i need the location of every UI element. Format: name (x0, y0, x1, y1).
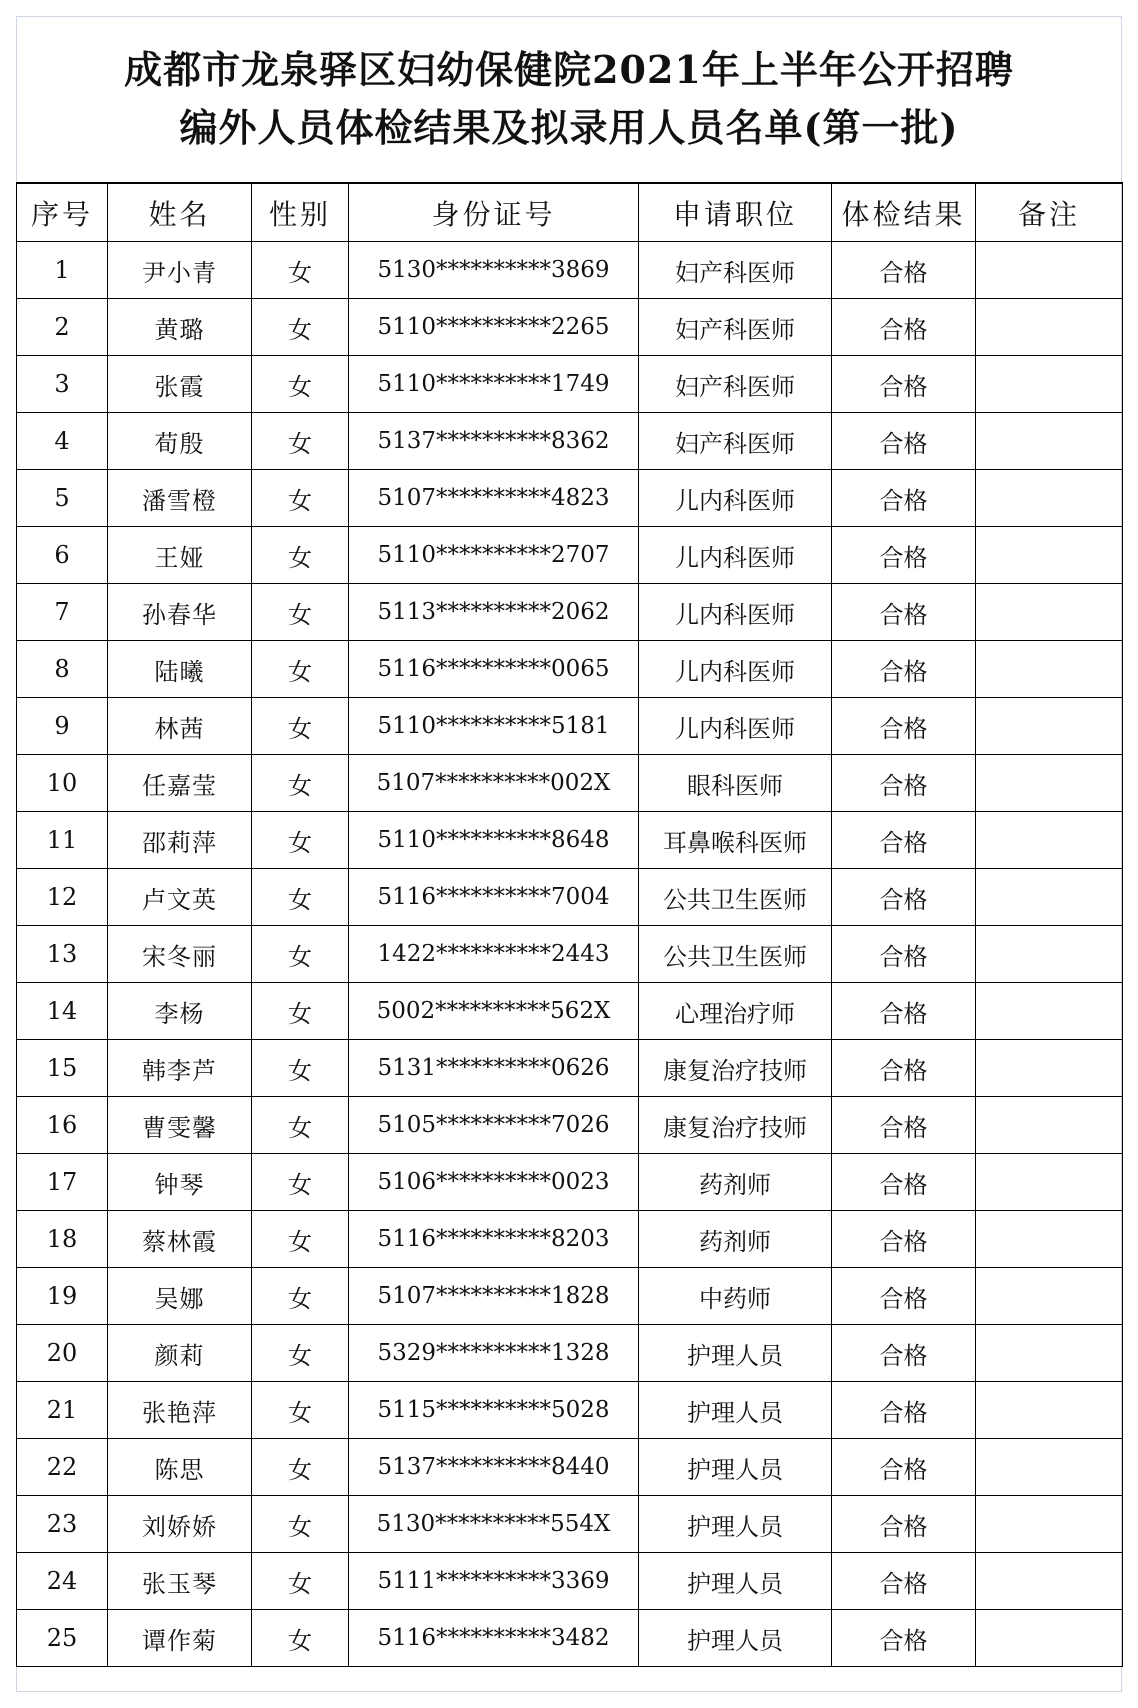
cell-gender: 女 (252, 356, 349, 413)
cell-position: 护理人员 (639, 1496, 832, 1553)
cell-remarks (976, 1382, 1123, 1439)
cell-exam-result: 合格 (832, 1040, 976, 1097)
cell-name: 林茜 (108, 698, 252, 755)
cell-exam-result: 合格 (832, 1553, 976, 1610)
table-row (17, 584, 1123, 641)
cell-index: 25 (17, 1610, 108, 1667)
cell-id-number: 5107**********002X (349, 755, 639, 812)
cell-exam-result: 合格 (832, 1610, 976, 1667)
cell-gender: 女 (252, 641, 349, 698)
cell-id-number: 5107**********4823 (349, 470, 639, 527)
cell-exam-result: 合格 (832, 584, 976, 641)
cell-exam-result: 合格 (832, 641, 976, 698)
table-row (17, 755, 1123, 812)
cell-remarks (976, 1211, 1123, 1268)
cell-gender: 女 (252, 242, 349, 299)
cell-remarks (976, 1097, 1123, 1154)
cell-position: 妇产科医师 (639, 356, 832, 413)
cell-index: 21 (17, 1382, 108, 1439)
cell-index: 20 (17, 1325, 108, 1382)
cell-index: 14 (17, 983, 108, 1040)
cell-index: 1 (17, 242, 108, 299)
cell-gender: 女 (252, 1154, 349, 1211)
cell-exam-result: 合格 (832, 1211, 976, 1268)
cell-remarks (976, 1439, 1123, 1496)
cell-gender: 女 (252, 1382, 349, 1439)
cell-id-number: 5130**********3869 (349, 242, 639, 299)
cell-exam-result: 合格 (832, 698, 976, 755)
table-row (17, 1496, 1123, 1553)
table-row (17, 242, 1123, 299)
cell-id-number: 5106**********0023 (349, 1154, 639, 1211)
cell-exam-result: 合格 (832, 983, 976, 1040)
cell-position: 康复治疗技师 (639, 1040, 832, 1097)
cell-remarks (976, 1325, 1123, 1382)
cell-position: 妇产科医师 (639, 413, 832, 470)
cell-exam-result: 合格 (832, 1154, 976, 1211)
table-row (17, 413, 1123, 470)
cell-index: 5 (17, 470, 108, 527)
cell-name: 蔡林霞 (108, 1211, 252, 1268)
cell-gender: 女 (252, 926, 349, 983)
cell-position: 药剂师 (639, 1154, 832, 1211)
cell-position: 护理人员 (639, 1325, 832, 1382)
cell-id-number: 5137**********8440 (349, 1439, 639, 1496)
cell-remarks (976, 242, 1123, 299)
table-row (17, 983, 1123, 1040)
cell-index: 24 (17, 1553, 108, 1610)
cell-position: 康复治疗技师 (639, 1097, 832, 1154)
cell-gender: 女 (252, 1439, 349, 1496)
header-gender: 性别 (252, 183, 349, 242)
cell-index: 13 (17, 926, 108, 983)
cell-id-number: 5002**********562X (349, 983, 639, 1040)
cell-gender: 女 (252, 1325, 349, 1382)
cell-remarks (976, 1268, 1123, 1325)
cell-exam-result: 合格 (832, 1382, 976, 1439)
cell-id-number: 5110**********5181 (349, 698, 639, 755)
cell-index: 22 (17, 1439, 108, 1496)
table-row (17, 1154, 1123, 1211)
cell-id-number: 5107**********1828 (349, 1268, 639, 1325)
cell-exam-result: 合格 (832, 470, 976, 527)
cell-gender: 女 (252, 698, 349, 755)
cell-id-number: 5111**********3369 (349, 1553, 639, 1610)
cell-id-number: 5131**********0626 (349, 1040, 639, 1097)
cell-remarks (976, 1496, 1123, 1553)
cell-exam-result: 合格 (832, 869, 976, 926)
cell-name: 任嘉莹 (108, 755, 252, 812)
cell-id-number: 5137**********8362 (349, 413, 639, 470)
cell-id-number: 5116**********8203 (349, 1211, 639, 1268)
cell-name: 孙春华 (108, 584, 252, 641)
cell-gender: 女 (252, 812, 349, 869)
cell-exam-result: 合格 (832, 1496, 976, 1553)
cell-remarks (976, 755, 1123, 812)
cell-name: 宋冬丽 (108, 926, 252, 983)
table-row (17, 1268, 1123, 1325)
title-line-1: 成都市龙泉驿区妇幼保健院2021年上半年公开招聘 (124, 47, 1014, 92)
cell-name: 张玉琴 (108, 1553, 252, 1610)
header-index: 序号 (17, 183, 108, 242)
cell-position: 护理人员 (639, 1610, 832, 1667)
cell-id-number: 5110**********2265 (349, 299, 639, 356)
cell-id-number: 5110**********2707 (349, 527, 639, 584)
cell-name: 李杨 (108, 983, 252, 1040)
cell-name: 曹雯馨 (108, 1097, 252, 1154)
cell-index: 9 (17, 698, 108, 755)
cell-position: 耳鼻喉科医师 (639, 812, 832, 869)
cell-remarks (976, 869, 1123, 926)
cell-name: 邵莉萍 (108, 812, 252, 869)
cell-remarks (976, 1154, 1123, 1211)
cell-id-number: 5110**********8648 (349, 812, 639, 869)
cell-exam-result: 合格 (832, 527, 976, 584)
cell-exam-result: 合格 (832, 356, 976, 413)
cell-id-number: 5130**********554X (349, 1496, 639, 1553)
cell-id-number: 5105**********7026 (349, 1097, 639, 1154)
table-row (17, 812, 1123, 869)
cell-gender: 女 (252, 755, 349, 812)
header-exam-result: 体检结果 (832, 183, 976, 242)
cell-remarks (976, 356, 1123, 413)
cell-index: 15 (17, 1040, 108, 1097)
cell-gender: 女 (252, 527, 349, 584)
cell-position: 公共卫生医师 (639, 869, 832, 926)
cell-remarks (976, 470, 1123, 527)
cell-name: 韩李芦 (108, 1040, 252, 1097)
table-row (17, 1040, 1123, 1097)
cell-position: 儿内科医师 (639, 698, 832, 755)
table-row (17, 641, 1123, 698)
cell-index: 7 (17, 584, 108, 641)
cell-position: 中药师 (639, 1268, 832, 1325)
cell-gender: 女 (252, 1610, 349, 1667)
header-id-number: 身份证号 (349, 183, 639, 242)
cell-name: 谭作菊 (108, 1610, 252, 1667)
cell-exam-result: 合格 (832, 1325, 976, 1382)
cell-name: 吴娜 (108, 1268, 252, 1325)
cell-name: 钟琴 (108, 1154, 252, 1211)
header-name: 姓名 (108, 183, 252, 242)
cell-remarks (976, 1553, 1123, 1610)
cell-gender: 女 (252, 1040, 349, 1097)
cell-position: 儿内科医师 (639, 641, 832, 698)
cell-index: 18 (17, 1211, 108, 1268)
cell-remarks (976, 413, 1123, 470)
cell-remarks (976, 584, 1123, 641)
cell-exam-result: 合格 (832, 299, 976, 356)
cell-position: 公共卫生医师 (639, 926, 832, 983)
table-row (17, 926, 1123, 983)
cell-name: 刘娇娇 (108, 1496, 252, 1553)
cell-id-number: 5115**********5028 (349, 1382, 639, 1439)
cell-gender: 女 (252, 1097, 349, 1154)
table-row (17, 470, 1123, 527)
cell-remarks (976, 698, 1123, 755)
cell-position: 心理治疗师 (639, 983, 832, 1040)
cell-position: 儿内科医师 (639, 527, 832, 584)
page-title (16, 16, 1122, 182)
cell-gender: 女 (252, 1268, 349, 1325)
cell-position: 眼科医师 (639, 755, 832, 812)
table-row (17, 299, 1123, 356)
table-row (17, 869, 1123, 926)
cell-index: 10 (17, 755, 108, 812)
cell-position: 妇产科医师 (639, 242, 832, 299)
cell-gender: 女 (252, 299, 349, 356)
cell-name: 黄璐 (108, 299, 252, 356)
cell-position: 儿内科医师 (639, 470, 832, 527)
cell-position: 护理人员 (639, 1382, 832, 1439)
title-line-2: 编外人员体检结果及拟录用人员名单(第一批) (179, 105, 959, 150)
cell-id-number: 5116**********3482 (349, 1610, 639, 1667)
table-row (17, 1610, 1123, 1667)
cell-exam-result: 合格 (832, 1439, 976, 1496)
table-row (17, 1211, 1123, 1268)
cell-name: 卢文英 (108, 869, 252, 926)
header-position: 申请职位 (639, 183, 832, 242)
table-row (17, 1325, 1123, 1382)
cell-index: 23 (17, 1496, 108, 1553)
cell-id-number: 5329**********1328 (349, 1325, 639, 1382)
cell-name: 陈思 (108, 1439, 252, 1496)
cell-exam-result: 合格 (832, 755, 976, 812)
table-row (17, 698, 1123, 755)
cell-name: 尹小青 (108, 242, 252, 299)
cell-name: 张艳萍 (108, 1382, 252, 1439)
cell-index: 16 (17, 1097, 108, 1154)
cell-index: 4 (17, 413, 108, 470)
cell-gender: 女 (252, 1496, 349, 1553)
cell-remarks (976, 1610, 1123, 1667)
cell-remarks (976, 527, 1123, 584)
cell-gender: 女 (252, 584, 349, 641)
cell-gender: 女 (252, 983, 349, 1040)
cell-gender: 女 (252, 869, 349, 926)
cell-remarks (976, 983, 1123, 1040)
cell-name: 王娅 (108, 527, 252, 584)
cell-index: 6 (17, 527, 108, 584)
cell-name: 颜莉 (108, 1325, 252, 1382)
cell-exam-result: 合格 (832, 413, 976, 470)
cell-index: 19 (17, 1268, 108, 1325)
cell-position: 妇产科医师 (639, 299, 832, 356)
cell-remarks (976, 641, 1123, 698)
cell-exam-result: 合格 (832, 1097, 976, 1154)
cell-name: 荀殷 (108, 413, 252, 470)
cell-name: 陆曦 (108, 641, 252, 698)
table-header-row (17, 183, 1123, 242)
cell-index: 3 (17, 356, 108, 413)
cell-index: 8 (17, 641, 108, 698)
cell-gender: 女 (252, 470, 349, 527)
cell-index: 12 (17, 869, 108, 926)
cell-index: 17 (17, 1154, 108, 1211)
cell-name: 潘雪橙 (108, 470, 252, 527)
cell-exam-result: 合格 (832, 242, 976, 299)
cell-gender: 女 (252, 413, 349, 470)
table-row (17, 1097, 1123, 1154)
cell-index: 11 (17, 812, 108, 869)
cell-remarks (976, 812, 1123, 869)
cell-position: 药剂师 (639, 1211, 832, 1268)
table-row (17, 1382, 1123, 1439)
header-remarks: 备注 (976, 183, 1123, 242)
cell-id-number: 5116**********7004 (349, 869, 639, 926)
candidate-table (16, 182, 1123, 1667)
cell-position: 护理人员 (639, 1439, 832, 1496)
cell-index: 2 (17, 299, 108, 356)
table-row (17, 356, 1123, 413)
cell-gender: 女 (252, 1211, 349, 1268)
table-row (17, 1553, 1123, 1610)
cell-id-number: 5116**********0065 (349, 641, 639, 698)
table-row (17, 527, 1123, 584)
cell-remarks (976, 299, 1123, 356)
cell-position: 儿内科医师 (639, 584, 832, 641)
cell-id-number: 1422**********2443 (349, 926, 639, 983)
cell-position: 护理人员 (639, 1553, 832, 1610)
cell-id-number: 5113**********2062 (349, 584, 639, 641)
cell-exam-result: 合格 (832, 926, 976, 983)
table-row (17, 1439, 1123, 1496)
cell-remarks (976, 1040, 1123, 1097)
cell-remarks (976, 926, 1123, 983)
cell-id-number: 5110**********1749 (349, 356, 639, 413)
cell-gender: 女 (252, 1553, 349, 1610)
table-body (17, 242, 1123, 1667)
cell-name: 张霞 (108, 356, 252, 413)
cell-exam-result: 合格 (832, 1268, 976, 1325)
cell-exam-result: 合格 (832, 812, 976, 869)
